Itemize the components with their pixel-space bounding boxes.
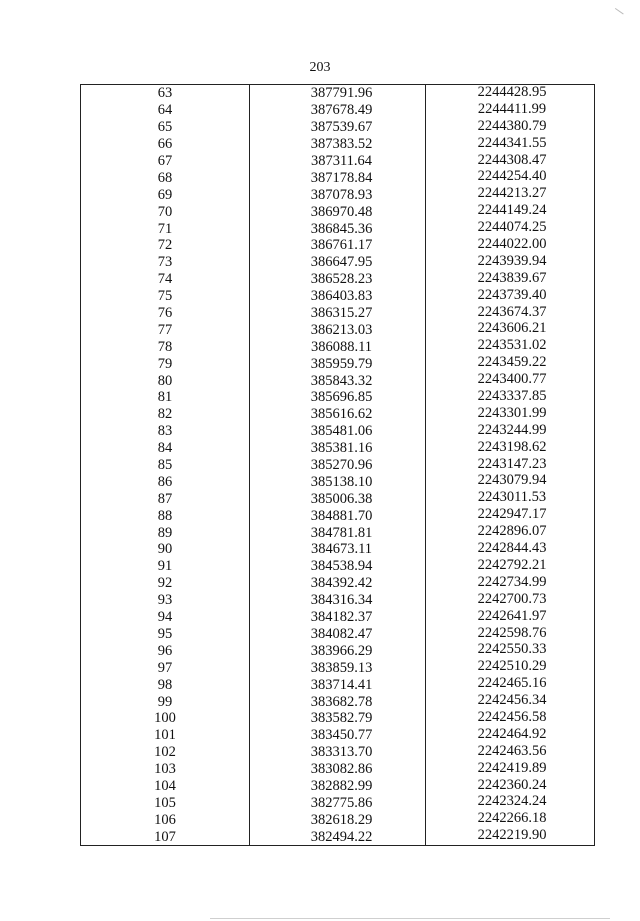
y-coordinate: 2242844.43: [426, 541, 595, 558]
point-number: 77: [81, 321, 250, 338]
x-coordinate: 385481.06: [250, 423, 426, 440]
table-row: [81, 609, 595, 626]
y-coordinate: 2243674.37: [426, 305, 595, 322]
y-coordinate: 2243301.99: [426, 406, 595, 423]
y-coordinate: 2242419.89: [426, 761, 595, 778]
x-coordinate: 385843.32: [250, 372, 426, 389]
point-number: 103: [81, 761, 250, 778]
point-number: 66: [81, 136, 250, 153]
scan-edge-line: [210, 918, 610, 919]
point-number: 78: [81, 338, 250, 355]
x-coordinate: 387791.96: [250, 85, 426, 102]
y-coordinate: 2242700.73: [426, 592, 595, 609]
y-coordinate: 2242324.24: [426, 794, 595, 811]
table-row: [81, 406, 595, 423]
x-coordinate: 383859.13: [250, 659, 426, 676]
point-number: 67: [81, 153, 250, 170]
y-coordinate: 2243839.67: [426, 271, 595, 288]
point-number: 107: [81, 828, 250, 845]
table-row: [81, 220, 595, 237]
table-row: [81, 102, 595, 119]
y-coordinate: 2244149.24: [426, 203, 595, 220]
table-row: [81, 372, 595, 389]
x-coordinate: 382618.29: [250, 811, 426, 828]
y-coordinate: 2242464.92: [426, 727, 595, 744]
point-number: 100: [81, 710, 250, 727]
table-row: [81, 457, 595, 474]
point-number: 91: [81, 558, 250, 575]
x-coordinate: 385270.96: [250, 457, 426, 474]
table-row: [81, 727, 595, 744]
point-number: 68: [81, 169, 250, 186]
table-row: [81, 507, 595, 524]
x-coordinate: 387539.67: [250, 119, 426, 136]
table-row: [81, 778, 595, 795]
table-row: [81, 575, 595, 592]
table-row: [81, 85, 595, 102]
y-coordinate: 2242734.99: [426, 575, 595, 592]
y-coordinate: 2243079.94: [426, 473, 595, 490]
x-coordinate: 384673.11: [250, 541, 426, 558]
point-number: 90: [81, 541, 250, 558]
table-row: [81, 659, 595, 676]
y-coordinate: 2244213.27: [426, 186, 595, 203]
table-row: [81, 811, 595, 828]
point-number: 97: [81, 659, 250, 676]
y-coordinate: 2242465.16: [426, 676, 595, 693]
y-coordinate: 2242598.76: [426, 626, 595, 643]
x-coordinate: 384082.47: [250, 626, 426, 643]
point-number: 98: [81, 676, 250, 693]
table-row: [81, 237, 595, 254]
table-row: [81, 490, 595, 507]
point-number: 85: [81, 457, 250, 474]
table-row: [81, 693, 595, 710]
x-coordinate: 382882.99: [250, 778, 426, 795]
y-coordinate: 2242456.58: [426, 710, 595, 727]
table-row: [81, 338, 595, 355]
x-coordinate: 383082.86: [250, 761, 426, 778]
point-number: 83: [81, 423, 250, 440]
point-number: 65: [81, 119, 250, 136]
y-coordinate: 2244308.47: [426, 153, 595, 170]
x-coordinate: 387311.64: [250, 153, 426, 170]
point-number: 75: [81, 288, 250, 305]
point-number: 86: [81, 473, 250, 490]
y-coordinate: 2243400.77: [426, 372, 595, 389]
x-coordinate: 386213.03: [250, 321, 426, 338]
table-row: [81, 710, 595, 727]
coordinate-table-body: [81, 85, 595, 846]
point-number: 101: [81, 727, 250, 744]
x-coordinate: 384781.81: [250, 524, 426, 541]
x-coordinate: 382775.86: [250, 794, 426, 811]
point-number: 71: [81, 220, 250, 237]
x-coordinate: 387078.93: [250, 186, 426, 203]
point-number: 84: [81, 440, 250, 457]
x-coordinate: 386845.36: [250, 220, 426, 237]
x-coordinate: 386403.83: [250, 288, 426, 305]
table-row: [81, 744, 595, 761]
table-row: [81, 389, 595, 406]
point-number: 99: [81, 693, 250, 710]
scan-edge-mark: [610, 8, 623, 21]
table-row: [81, 626, 595, 643]
y-coordinate: 2242641.97: [426, 609, 595, 626]
table-row: [81, 321, 595, 338]
table-row: [81, 203, 595, 220]
table-row: [81, 541, 595, 558]
x-coordinate: 385138.10: [250, 473, 426, 490]
x-coordinate: 384881.70: [250, 507, 426, 524]
y-coordinate: 2243011.53: [426, 490, 595, 507]
y-coordinate: 2243939.94: [426, 254, 595, 271]
x-coordinate: 383582.79: [250, 710, 426, 727]
point-number: 96: [81, 642, 250, 659]
table-row: [81, 355, 595, 372]
point-number: 82: [81, 406, 250, 423]
point-number: 81: [81, 389, 250, 406]
y-coordinate: 2244254.40: [426, 169, 595, 186]
y-coordinate: 2244411.99: [426, 102, 595, 119]
x-coordinate: 386528.23: [250, 271, 426, 288]
y-coordinate: 2243739.40: [426, 288, 595, 305]
point-number: 74: [81, 271, 250, 288]
table-row: [81, 153, 595, 170]
point-number: 92: [81, 575, 250, 592]
table-row: [81, 676, 595, 693]
table-row: [81, 254, 595, 271]
y-coordinate: 2242266.18: [426, 811, 595, 828]
table-row: [81, 136, 595, 153]
point-number: 70: [81, 203, 250, 220]
table-row: [81, 186, 595, 203]
table-row: [81, 423, 595, 440]
x-coordinate: 384316.34: [250, 592, 426, 609]
x-coordinate: 385616.62: [250, 406, 426, 423]
table-row: [81, 558, 595, 575]
point-number: 79: [81, 355, 250, 372]
y-coordinate: 2244428.95: [426, 85, 595, 102]
y-coordinate: 2242896.07: [426, 524, 595, 541]
point-number: 106: [81, 811, 250, 828]
point-number: 73: [81, 254, 250, 271]
point-number: 94: [81, 609, 250, 626]
point-number: 64: [81, 102, 250, 119]
y-coordinate: 2242456.34: [426, 693, 595, 710]
point-number: 104: [81, 778, 250, 795]
table-row: [81, 592, 595, 609]
x-coordinate: 386315.27: [250, 305, 426, 322]
y-coordinate: 2243337.85: [426, 389, 595, 406]
y-coordinate: 2243459.22: [426, 355, 595, 372]
x-coordinate: 385959.79: [250, 355, 426, 372]
x-coordinate: 383313.70: [250, 744, 426, 761]
table-row: [81, 271, 595, 288]
point-number: 89: [81, 524, 250, 541]
y-coordinate: 2244380.79: [426, 119, 595, 136]
page-number: 203: [309, 60, 331, 75]
y-coordinate: 2243606.21: [426, 321, 595, 338]
table-row: [81, 169, 595, 186]
x-coordinate: 384538.94: [250, 558, 426, 575]
x-coordinate: 385381.16: [250, 440, 426, 457]
point-number: 72: [81, 237, 250, 254]
y-coordinate: 2244341.55: [426, 136, 595, 153]
x-coordinate: 386970.48: [250, 203, 426, 220]
x-coordinate: 387178.84: [250, 169, 426, 186]
table-row: [81, 642, 595, 659]
x-coordinate: 383682.78: [250, 693, 426, 710]
table-row: [81, 305, 595, 322]
y-coordinate: 2243147.23: [426, 457, 595, 474]
table-row: [81, 761, 595, 778]
x-coordinate: 382494.22: [250, 828, 426, 845]
y-coordinate: 2243198.62: [426, 440, 595, 457]
y-coordinate: 2242510.29: [426, 659, 595, 676]
x-coordinate: 386088.11: [250, 338, 426, 355]
point-number: 69: [81, 186, 250, 203]
point-number: 63: [81, 85, 250, 102]
table-row: [81, 794, 595, 811]
table-row: [81, 288, 595, 305]
y-coordinate: 2242947.17: [426, 507, 595, 524]
x-coordinate: 387678.49: [250, 102, 426, 119]
y-coordinate: 2242463.56: [426, 744, 595, 761]
point-number: 105: [81, 794, 250, 811]
y-coordinate: 2243244.99: [426, 423, 595, 440]
x-coordinate: 383966.29: [250, 642, 426, 659]
y-coordinate: 2242550.33: [426, 642, 595, 659]
x-coordinate: 385006.38: [250, 490, 426, 507]
point-number: 93: [81, 592, 250, 609]
y-coordinate: 2244074.25: [426, 220, 595, 237]
x-coordinate: 386647.95: [250, 254, 426, 271]
table-row: [81, 440, 595, 457]
x-coordinate: 386761.17: [250, 237, 426, 254]
table-row: [81, 524, 595, 541]
point-number: 76: [81, 305, 250, 322]
table-row: [81, 828, 595, 845]
point-number: 88: [81, 507, 250, 524]
y-coordinate: 2242792.21: [426, 558, 595, 575]
point-number: 95: [81, 626, 250, 643]
point-number: 87: [81, 490, 250, 507]
point-number: 102: [81, 744, 250, 761]
coordinate-table: [80, 84, 595, 846]
table-row: [81, 119, 595, 136]
x-coordinate: 384182.37: [250, 609, 426, 626]
y-coordinate: 2242360.24: [426, 778, 595, 795]
x-coordinate: 384392.42: [250, 575, 426, 592]
point-number: 80: [81, 372, 250, 389]
x-coordinate: 383450.77: [250, 727, 426, 744]
y-coordinate: 2244022.00: [426, 237, 595, 254]
x-coordinate: 387383.52: [250, 136, 426, 153]
y-coordinate: 2243531.02: [426, 338, 595, 355]
y-coordinate: 2242219.90: [426, 828, 595, 845]
x-coordinate: 383714.41: [250, 676, 426, 693]
x-coordinate: 385696.85: [250, 389, 426, 406]
table-row: [81, 473, 595, 490]
